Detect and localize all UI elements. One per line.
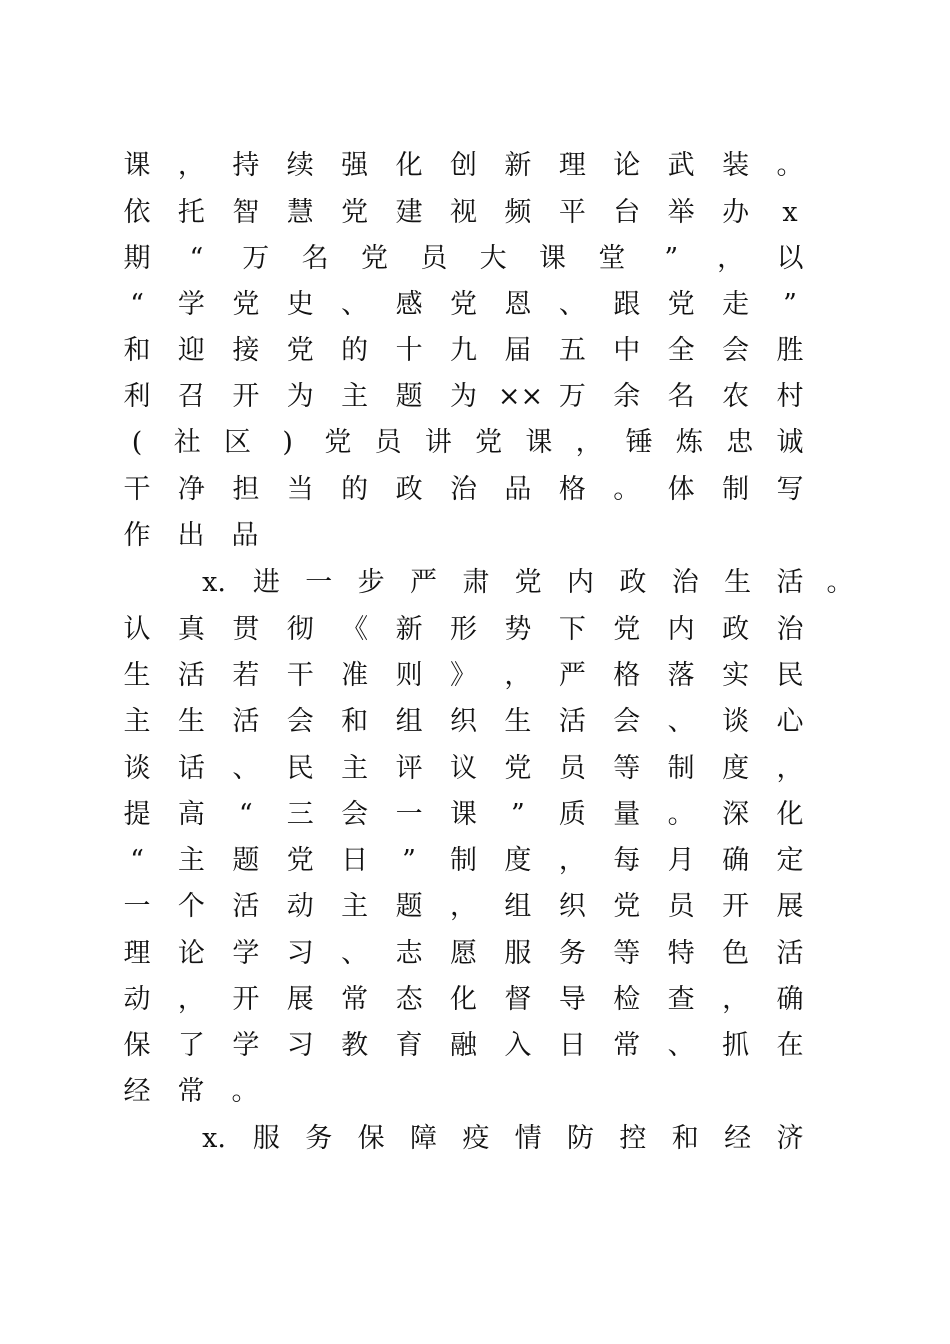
text-line: 和 迎 接 党 的 十 九 届 五 中 全 会 胜 [123, 335, 804, 366]
text-line: 课 ， 持 续 强 化 创 新 理 论 武 装 。 [123, 150, 804, 181]
text-line: 干 净 担 当 的 政 治 品 格 。 体 制 写 [123, 474, 804, 505]
text-line: 利 召 开 为 主 题 为 ×× 万 余 名 农 村 [123, 381, 804, 412]
text-line: 主 生 活 会 和 组 织 生 活 会 、 谈 心 [123, 706, 804, 737]
text-line: 依 托 智 慧 党 建 视 频 平 台 举 办 x [123, 197, 798, 228]
text-line: 经 常 。 [123, 1076, 259, 1107]
text-line: 谈 话 、 民 主 评 议 党 员 等 制 度 ， [123, 753, 804, 784]
text-line: 动 ， 开 展 常 态 化 督 导 检 查 ， 确 [123, 984, 804, 1015]
paragraph-first-line: x. 服 务 保 障 疫 情 防 控 和 经 济 [202, 1123, 804, 1154]
text-line: 期 “ 万 名 党 员 大 课 堂 ” ， 以 [123, 243, 804, 274]
paragraph-first-line: x. 进 一 步 严 肃 党 内 政 治 生 活 。 [202, 567, 854, 598]
text-line: “ 学 党 史 、 感 党 恩 、 跟 党 走 ” [130, 289, 797, 320]
text-line: 一 个 活 动 主 题 ， 组 织 党 员 开 展 [123, 891, 804, 922]
text-line: 作 出 品 [123, 520, 259, 551]
text-line: 保 了 学 习 教 育 融 入 日 常 、 抓 在 [123, 1030, 804, 1061]
text-line: 提 高 “ 三 会 一 课 ” 质 量 。 深 化 [123, 799, 804, 830]
text-line: 理 论 学 习 、 志 愿 服 务 等 特 色 活 [123, 938, 804, 969]
text-line: ( 社 区 ) 党 员 讲 党 课 ， 锤 炼 忠 诚 [131, 427, 804, 458]
text-line: 生 活 若 干 准 则 》 ， 严 格 落 实 民 [123, 660, 804, 691]
text-line: 认 真 贯 彻 《 新 形 势 下 党 内 政 治 [123, 614, 804, 645]
text-line: “ 主 题 党 日 ” 制 度 ， 每 月 确 定 [130, 845, 804, 876]
